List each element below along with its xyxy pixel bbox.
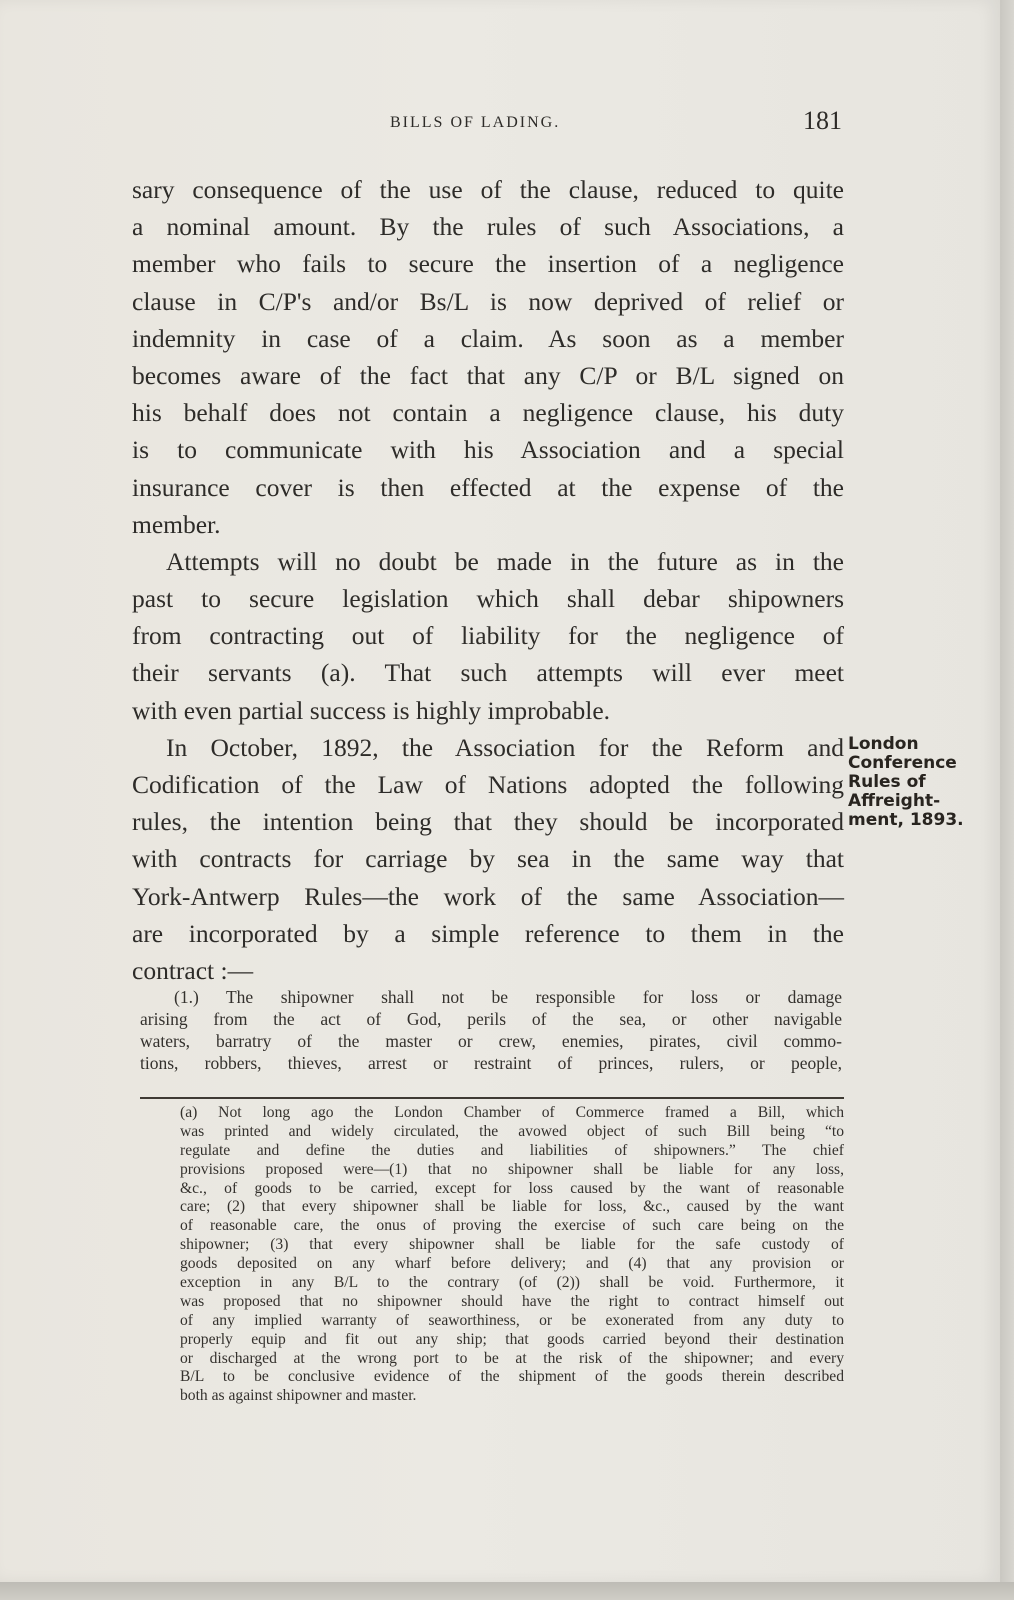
footnote-line: was proposed that no shipowner should have the right to contract himself out xyxy=(180,1292,844,1310)
footnote-line: exception in any B/L to the contrary (of (2)) shall be void. Furthermore, it xyxy=(180,1274,844,1292)
text-line: his behalf does not contain a negligence clause, his duty xyxy=(132,398,844,428)
text-line: sary consequence of the use of the clause, reduced to quite xyxy=(132,175,844,204)
marginal-note xyxy=(848,735,998,830)
text-line: from contracting out of liability for the negligence of xyxy=(132,621,844,651)
page-header xyxy=(130,106,842,140)
text-line: a nominal amount. By the rules of such Associations, a xyxy=(132,212,844,242)
footnote-divider xyxy=(140,1097,844,1099)
page-bottom-edge xyxy=(0,1582,1014,1600)
footnote xyxy=(180,1104,844,1406)
main-text xyxy=(132,171,844,989)
text-line: York-Antwerp Rules—the work of the same Association— xyxy=(132,881,844,911)
text-line: indemnity in case of a claim. As soon as a member xyxy=(132,323,844,353)
footnote-line: both as against shipowner and master. xyxy=(180,1387,417,1405)
text-line: clause in C/P's and/or Bs/L is now deprived of relief or xyxy=(132,286,844,316)
text-line: contract :— xyxy=(132,955,254,985)
footnote-line: or discharged at the wrong port to be at the risk of the shipowner; and every xyxy=(180,1349,844,1367)
text-line: becomes aware of the fact that any C/P or B/L signed on xyxy=(132,360,844,390)
marginal-line: London xyxy=(848,734,919,754)
text-line: their servants (a). That such attempts will ever meet xyxy=(132,658,844,688)
footnote-line: B/L to be conclusive evidence of the shipment of the goods therein described xyxy=(180,1368,844,1386)
text-line: Attempts will no doubt be made in the future as in the xyxy=(166,546,844,576)
text-line: with contracts for carriage by sea in the same way that xyxy=(132,844,844,874)
footnote-line: goods deposited on any wharf before delivery; and (4) that any provision or xyxy=(180,1255,844,1273)
marginal-line: Conference xyxy=(848,753,957,773)
text-line: past to secure legislation which shall debar shipowners xyxy=(132,584,844,614)
footnote-line: care; (2) that every shipowner shall be liable for loss, &c., caused by the want xyxy=(180,1198,844,1216)
text-line: In October, 1892, the Association for the Reform and xyxy=(166,732,844,762)
text-line: are incorporated by a simple reference to them in the xyxy=(132,918,844,948)
marginal-line: Rules of xyxy=(848,772,926,792)
footnote-line: was printed and widely circulated, the avowed object of such Bill being “to xyxy=(180,1122,844,1140)
footnote-line: of any implied warranty of seaworthiness, or be exonerated from any duty to xyxy=(180,1311,844,1329)
running-title: BILLS OF LADING. xyxy=(390,114,561,131)
rule-line: tions, robbers, thieves, arrest or restraint of princes, rulers, or people, xyxy=(140,1053,842,1073)
rule-line: waters, barratry of the master or crew, enemies, pirates, civil commo- xyxy=(140,1031,842,1051)
page-right-edge xyxy=(1000,0,1014,1582)
text-line: is to communicate with his Association and a special xyxy=(132,435,844,465)
footnote-line: (a) Not long ago the London Chamber of Commerce framed a Bill, which xyxy=(180,1104,844,1121)
text-line: member who fails to secure the insertion of a negligence xyxy=(132,249,844,279)
text-line: member. xyxy=(132,509,221,539)
text-line: insurance cover is then effected at the expense of the xyxy=(132,472,844,502)
footnote-line: &c., of goods to be carried, except for loss caused by the want of reasonable xyxy=(180,1179,844,1197)
marginal-line: ment, 1893. xyxy=(848,810,964,830)
footnote-line: regulate and define the duties and liabilities of shipowners.” The chief xyxy=(180,1141,844,1159)
text-line: with even partial success is highly improbable. xyxy=(132,695,611,725)
text-line: Codification of the Law of Nations adopted the following xyxy=(132,770,844,799)
rule-line: arising from the act of God, perils of the sea, or other navigable xyxy=(140,1009,842,1029)
rule-line: (1.) The shipowner shall not be responsible for loss or damage xyxy=(174,987,842,1007)
footnote-line: provisions proposed were—(1) that no shipowner shall be liable for any loss, xyxy=(180,1160,844,1178)
footnote-line: of reasonable care, the onus of proving the exercise of such care being on the xyxy=(180,1217,844,1235)
marginal-line: Affreight- xyxy=(848,791,941,811)
page-number: 181 xyxy=(803,106,842,135)
text-line: rules, the intention being that they should be incorporated xyxy=(132,807,844,837)
footnote-line: shipowner; (3) that every shipowner shall be liable for the safe custody of xyxy=(180,1236,844,1254)
rule-text xyxy=(140,986,842,1074)
footnote-line: properly equip and fit out any ship; that goods carried beyond their destination xyxy=(180,1330,844,1348)
